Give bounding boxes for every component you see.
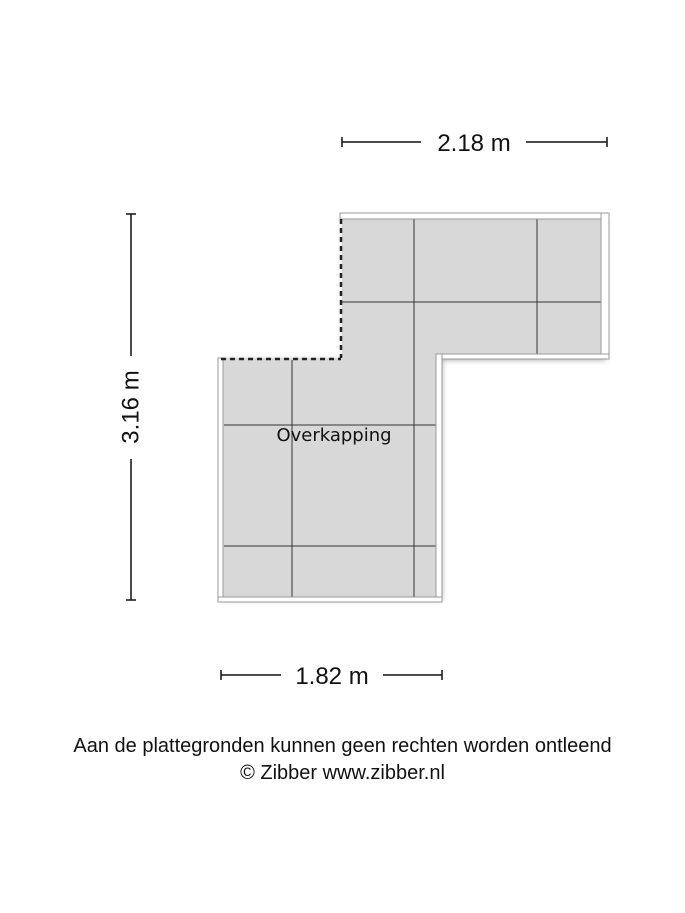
wall-lower-right: [436, 354, 442, 602]
wall-upper-bottom: [438, 354, 609, 359]
dimension-height-label: 3.16 m: [117, 370, 145, 444]
open-edges: [221, 219, 341, 359]
room-label: Overkapping: [276, 425, 392, 446]
floor-lower: [221, 358, 440, 598]
copyright-text: © Zibber www.zibber.nl: [240, 762, 445, 784]
floor-upper: [342, 217, 604, 358]
wall-lower-bottom: [218, 597, 442, 602]
disclaimer-text: Aan de plattegronden kunnen geen rechten worden ontleend: [73, 735, 612, 757]
wall-upper-top: [340, 213, 609, 219]
wall-upper-right: [601, 213, 609, 359]
wall-lower-left: [218, 358, 223, 602]
dimension-top-label: 2.18 m: [437, 130, 511, 157]
floor-area: [221, 217, 604, 598]
dimension-bottom-label: 1.82 m: [295, 663, 369, 690]
